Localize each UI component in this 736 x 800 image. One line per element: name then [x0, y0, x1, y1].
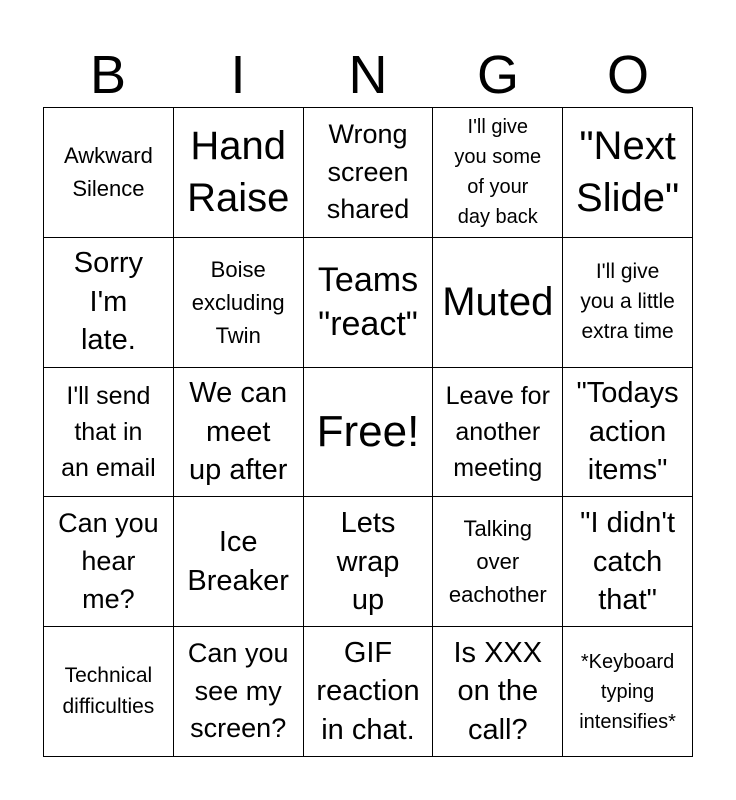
bingo-cell-r2-c4[interactable] [433, 238, 563, 368]
cell-text: Teams "react" [317, 261, 419, 344]
bingo-cell-r5-c4[interactable] [433, 627, 563, 757]
bingo-cell-r3-c1[interactable] [44, 368, 174, 498]
cell-text: Free! [316, 406, 420, 456]
cell-text: Muted [442, 280, 554, 325]
cell-text: "Todays action items" [576, 377, 679, 487]
header-letter-o: O [606, 45, 649, 105]
bingo-cell-r3-c2[interactable] [174, 368, 304, 498]
bingo-cell-r2-c2[interactable] [174, 238, 304, 368]
bingo-cell-r3-c4[interactable] [433, 368, 563, 498]
cell-text: I'll send that in an email [61, 381, 156, 483]
bingo-cell-r4-c5[interactable] [563, 497, 693, 627]
bingo-cell-r4-c1[interactable] [44, 497, 174, 627]
header-letter-b: B [89, 45, 127, 105]
cell-text: Lets wrap up [336, 506, 400, 617]
bingo-cell-r4-c3[interactable] [304, 497, 434, 627]
cell-text: We can meet up after [189, 377, 288, 487]
header-letter-n: N [348, 45, 388, 105]
cell-text: I'll give you some of your day back [454, 116, 542, 229]
bingo-cell-r5-c2[interactable] [174, 627, 304, 757]
bingo-cell-r4-c2[interactable] [174, 497, 304, 627]
bingo-cell-r2-c3[interactable] [304, 238, 434, 368]
bingo-cell-r1-c1[interactable] [44, 108, 174, 238]
bingo-cell-r1-c5[interactable] [563, 108, 693, 238]
bingo-cell-r3-c5[interactable] [563, 368, 693, 498]
cell-text: Talking over eachother [448, 516, 547, 608]
cell-text: *Keyboard typing intensifies* [579, 650, 676, 733]
cell-text: "Next Slide" [576, 124, 680, 221]
cell-text: Boise excluding Twin [191, 256, 285, 348]
cell-text: Can you hear me? [58, 508, 159, 614]
bingo-cell-free[interactable] [304, 368, 434, 498]
bingo-cell-r1-c2[interactable] [174, 108, 304, 238]
bingo-cell-r5-c1[interactable] [44, 627, 174, 757]
cell-text: I'll give you a little extra time [580, 259, 675, 344]
bingo-cell-r2-c5[interactable] [563, 238, 693, 368]
bingo-board [43, 107, 693, 757]
cell-text: Ice Breaker [187, 526, 289, 597]
header-letter-g: G [476, 45, 519, 105]
bingo-header [43, 42, 693, 108]
cell-text: Sorry I'm late. [73, 247, 144, 357]
bingo-cell-r5-c3[interactable] [304, 627, 434, 757]
bingo-cell-r1-c4[interactable] [433, 108, 563, 238]
cell-text: Can you see my screen? [187, 637, 289, 744]
bingo-cell-r1-c3[interactable] [304, 108, 434, 238]
cell-text: Wrong screen shared [326, 118, 410, 225]
cell-text: Is XXX on the call? [453, 636, 543, 746]
cell-text: Hand Raise [187, 124, 290, 221]
bingo-cell-r5-c5[interactable] [563, 627, 693, 757]
bingo-cell-r2-c1[interactable] [44, 238, 174, 368]
cell-text: "I didn't catch that" [580, 506, 676, 617]
cell-text: Leave for another meeting [445, 381, 550, 483]
bingo-cell-r4-c4[interactable] [433, 497, 563, 627]
cell-text: Awkward Silence [63, 143, 153, 202]
header-letter-i: I [230, 45, 246, 105]
cell-text: Technical difficulties [62, 664, 155, 718]
cell-text: GIF reaction in chat. [316, 636, 420, 746]
